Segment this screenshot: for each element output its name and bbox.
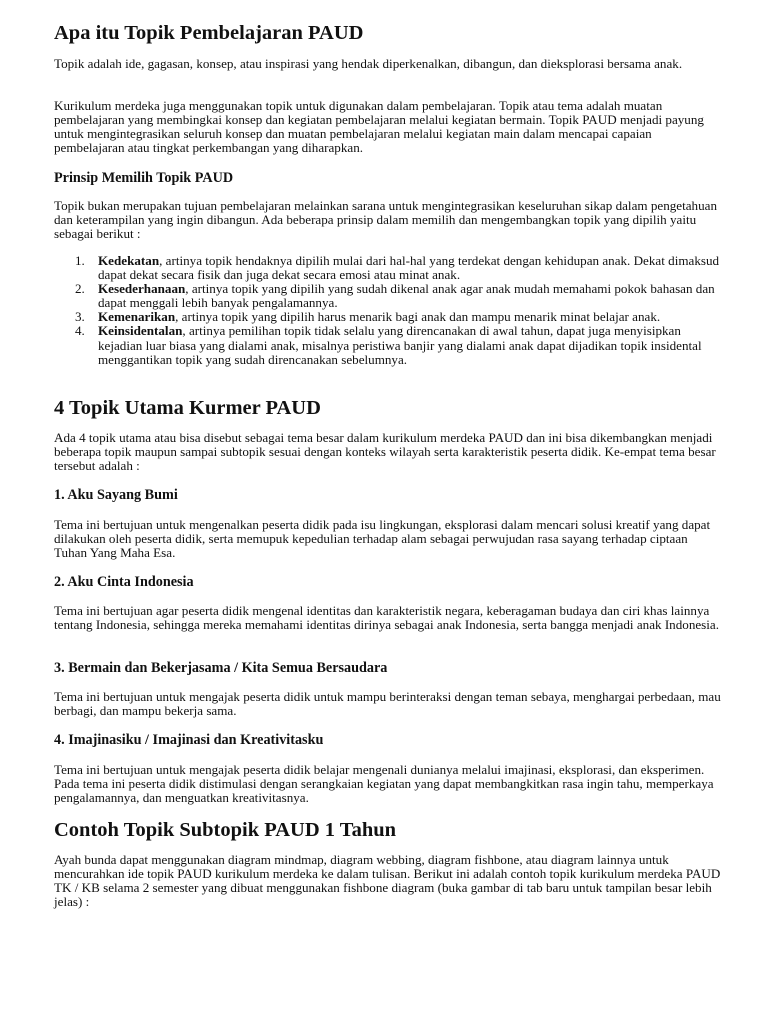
main-topics-heading: 4 Topik Utama Kurmer PAUD xyxy=(54,397,321,419)
list-term: Kedekatan xyxy=(98,253,160,268)
principles-paragraph: Topik bukan merupakan tujuan pembelajaran melainkan sarana untuk mengintegrasikan keseluruhan sikap dalam pengetahuan dan keterampilan yang ingin dibangun. Ada beberapa prinsip dalam memilih dan mengembangkan topik yang dipilih yaitu sebagai berikut : xyxy=(54,198,717,242)
list-item xyxy=(54,254,722,282)
list-term: Kesederhanaan xyxy=(98,281,186,297)
principles-list xyxy=(54,254,722,367)
list-number: 1. xyxy=(75,253,85,268)
list-desc: , artinya pemilihan topik tidak selalu yang direncanakan di awal tahun, dapat juga menyisipkan kejadian luar biasa yang dialami anak, misalnya peristiwa banjir yang dialami anak dapat dijadikan topik insidental menggantikan topik yang sudah direncanakan sebelumnya. xyxy=(98,323,702,367)
list-item xyxy=(54,324,722,366)
topic-1-heading: 1. Aku Sayang Bumi xyxy=(54,487,178,503)
list-item xyxy=(54,282,722,310)
list-desc: , artinya topik yang dipilih harus menarik bagi anak dan mampu menarik minat belajar anak. xyxy=(175,309,661,325)
main-topics-paragraph: Ada 4 topik utama atau bisa disebut sebagai tema besar dalam kurikulum merdeka PAUD dan ini bisa dikembangkan menjadi beberapa topik maupun sampai subtopik sesuai dengan konteks wilayah serta karakteristik peserta didik. Ke-empat tema besar tersebut adalah : xyxy=(54,430,716,474)
example-paragraph: Ayah bunda dapat menggunakan diagram mindmap, diagram webbing, diagram fishbone, atau diagram lainnya untuk mencurahkan ide topik PAUD kurikulum merdeka ke dalam tulisan. Berikut ini adalah contoh topik kurikulum merdeka PAUD TK / KB selama 2 semester yang dibuat menggunakan fishbone diagram (buka gambar di tab baru untuk tampilan besar lebih jelas) : xyxy=(54,852,721,910)
list-desc: , artinya topik yang dipilih yang sudah dikenal anak agar anak mudah memahami pokok bahasan dan dapat menggali lebih banyak pengalamannya. xyxy=(98,281,715,311)
list-item xyxy=(54,310,722,324)
topic-3-heading: 3. Bermain dan Bekerjasama / Kita Semua Bersaudara xyxy=(54,660,388,676)
topic-4-heading: 4. Imajinasiku / Imajinasi dan Kreativitasku xyxy=(54,732,324,748)
principles-heading: Prinsip Memilih Topik PAUD xyxy=(54,170,234,186)
topic-2-heading: 2. Aku Cinta Indonesia xyxy=(54,574,194,590)
list-term: Keinsidentalan xyxy=(98,323,183,339)
list-number: 2. xyxy=(75,281,85,297)
list-number: 3. xyxy=(75,309,85,325)
example-heading: Contoh Topik Subtopik PAUD 1 Tahun xyxy=(54,819,397,841)
list-term: Kemenarikan xyxy=(98,309,176,325)
list-number: 4. xyxy=(75,323,85,339)
topic-4-paragraph: Tema ini bertujuan untuk mengajak peserta didik belajar mengenali dunianya melalui imajinasi, eksplorasi, dan eksperimen. Pada tema ini peserta didik distimulasi dengan serangkaian kegiatan yang dapat membangkitkan rasa ingin tahu, memperkaya pengalamannya, dan menguatkan kreativitasnya. xyxy=(54,762,714,806)
intro-paragraph: Topik adalah ide, gagasan, konsep, atau inspirasi yang hendak diperkenalkan, dibangun, dan dieksplorasi bersama anak. xyxy=(54,56,683,71)
topic-1-paragraph: Tema ini bertujuan untuk mengenalkan peserta didik pada isu lingkungan, eksplorasi dalam mencari solusi kreatif yang dapat dilakukan oleh peserta didik, serta memupuk kepedulian terhadap alam sebagai perwujudan rasa sayang terhadap ciptaan Tuhan Yang Maha Esa. xyxy=(54,517,711,561)
intro-paragraph-2: Kurikulum merdeka juga menggunakan topik untuk digunakan dalam pembelajaran. Topik atau tema adalah muatan pembelajaran yang membingkai konsep dan kegiatan pembelajaran melalui kegiatan bermain. Topik PAUD menjadi payung untuk mengintegrasikan seluruh konsep dan muatan pembelajaran melalui kegiatan main dalam mencapai capaian pembelajaran atau tingkat perkembangan yang diharapkan. xyxy=(54,98,704,156)
topic-3-paragraph: Tema ini bertujuan untuk mengajak peserta didik untuk mampu berinteraksi dengan teman sebaya, menghargai perbedaan, mau berbagi, dan mampu bekerja sama. xyxy=(54,689,721,719)
list-desc: , artinya topik hendaknya dipilih mulai dari hal-hal yang terdekat dengan kehidupan anak. Dekat dimaksud dapat dekat secara fisik dan juga dekat secara emosi atau minat anak. xyxy=(98,253,720,283)
topic-2-paragraph: Tema ini bertujuan agar peserta didik mengenal identitas dan karakteristik negara, keberagaman budaya dan ciri khas lainnya tentang Indonesia, sehingga mereka memahami identitas dirinya sebagai anak Indonesia, serta bangga menjadi anak Indonesia. xyxy=(54,603,720,633)
title-heading: Apa itu Topik Pembelajaran PAUD xyxy=(54,22,364,44)
